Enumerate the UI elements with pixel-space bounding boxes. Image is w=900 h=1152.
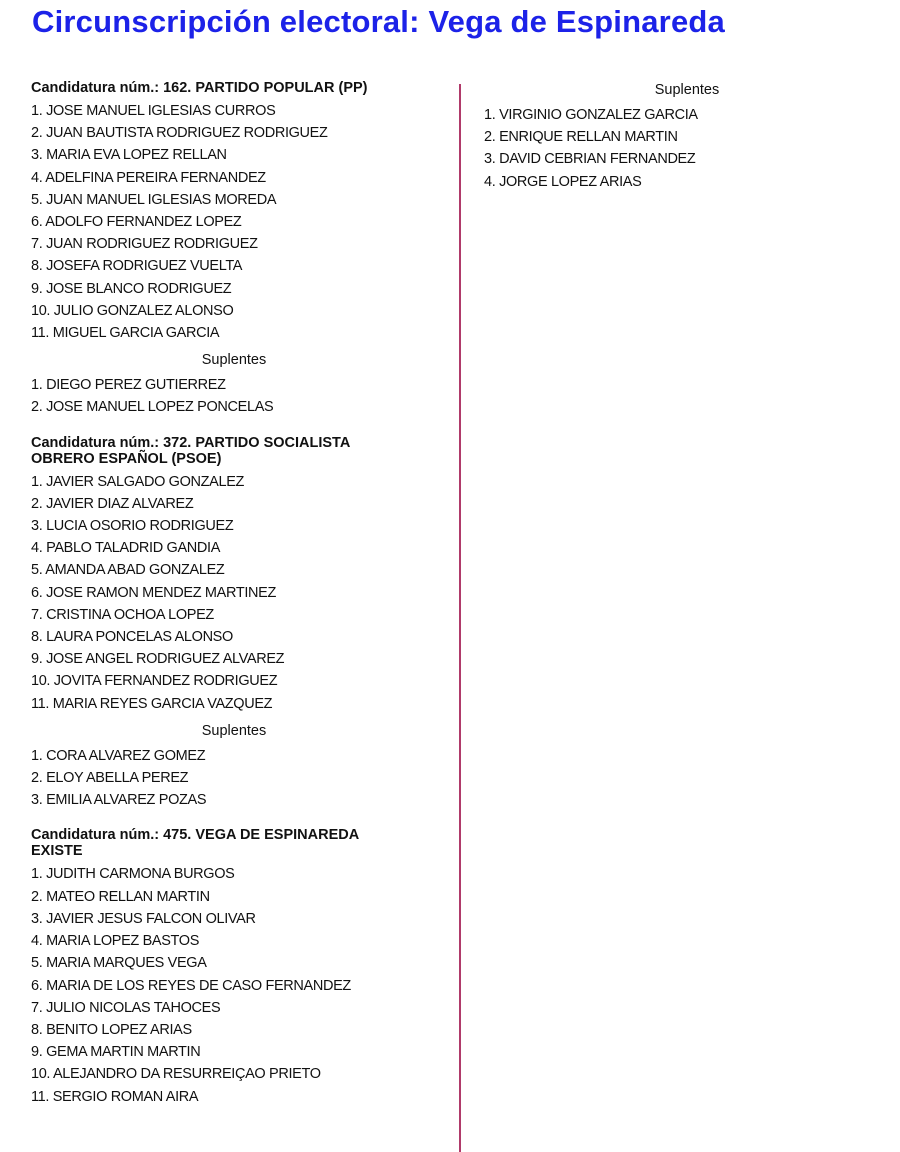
column-divider: [459, 84, 461, 1152]
suplentes-heading: Suplentes: [654, 82, 720, 98]
list-item: 1. JOSE MANUEL IGLESIAS CURROS: [31, 103, 276, 119]
list-item: 6. JOSE RAMON MENDEZ MARTINEZ: [31, 584, 276, 601]
list-item: 8. LAURA PONCELAS ALONSO: [31, 629, 233, 646]
list-item: 3. EMILIA ALVAREZ POZAS: [31, 792, 207, 809]
list-item: 11. MIGUEL GARCIA GARCIA: [31, 325, 220, 342]
list-item: 5. AMANDA ABAD GONZALEZ: [31, 562, 225, 579]
list-item: 2. JAVIER DIAZ ALVAREZ: [31, 495, 194, 512]
suplentes-list: [31, 374, 451, 418]
suplentes-list: [31, 745, 451, 812]
list-item: 1. JUDITH CARMONA BURGOS: [31, 866, 235, 883]
titulares-list: [31, 100, 451, 344]
list-item: 5. MARIA MARQUES VEGA: [31, 955, 207, 972]
list-item: 8. BENITO LOPEZ ARIAS: [31, 1021, 192, 1038]
candidatura-pp: [31, 80, 451, 419]
list-item: 9. JOSE BLANCO RODRIGUEZ: [31, 280, 232, 297]
list-item: 8. JOSEFA RODRIGUEZ VUELTA: [31, 258, 243, 275]
suplentes-list: [484, 104, 884, 193]
candidatura-header: [31, 435, 451, 467]
candidatura-vega-existe: [31, 827, 451, 1107]
list-item: 7. JUAN RODRIGUEZ RODRIGUEZ: [31, 236, 258, 253]
suplentes-heading: Suplentes: [201, 352, 267, 369]
list-item: 2. ELOY ABELLA PEREZ: [31, 770, 189, 787]
list-item: 7. CRISTINA OCHOA LOPEZ: [31, 606, 214, 623]
list-item: 2. MATEO RELLAN MARTIN: [31, 888, 210, 905]
suplentes-heading: Suplentes: [201, 722, 267, 739]
list-item: 4. ADELFINA PEREIRA FERNANDEZ: [31, 169, 266, 186]
list-item: 10. JULIO GONZALEZ ALONSO: [31, 302, 234, 319]
list-item: 6. ADOLFO FERNANDEZ LOPEZ: [31, 214, 242, 231]
list-item: 1. DIEGO PEREZ GUTIERREZ: [31, 377, 226, 394]
list-item: 2. ENRIQUE RELLAN MARTIN: [484, 129, 678, 146]
list-item: 2. JUAN BAUTISTA RODRIGUEZ RODRIGUEZ: [31, 125, 328, 142]
list-item: 1. JAVIER SALGADO GONZALEZ: [31, 473, 245, 490]
list-item: 9. GEMA MARTIN MARTIN: [31, 1044, 201, 1061]
list-item: 2. JOSE MANUEL LOPEZ PONCELAS: [31, 399, 274, 416]
list-item: 4. JORGE LOPEZ ARIAS: [484, 173, 642, 190]
list-item: 1. VIRGINIO GONZALEZ GARCIA: [484, 107, 698, 123]
list-item: 10. JOVITA FERNANDEZ RODRIGUEZ: [31, 673, 278, 690]
list-item: 5. JUAN MANUEL IGLESIAS MOREDA: [31, 191, 277, 208]
candidatura-header-line: EXISTE: [31, 843, 83, 860]
left-column: [31, 80, 451, 1124]
list-item: 4. PABLO TALADRID GANDIA: [31, 540, 221, 557]
page-title: Circunscripción electoral: Vega de Espinareda: [32, 4, 725, 39]
titulares-list: [31, 863, 451, 1107]
right-column: [484, 80, 884, 193]
list-item: 3. DAVID CEBRIAN FERNANDEZ: [484, 151, 696, 168]
titulares-list: [31, 471, 451, 715]
candidatura-header: Candidatura núm.: 162. PARTIDO POPULAR (PP): [31, 80, 368, 96]
list-item: 3. JAVIER JESUS FALCON OLIVAR: [31, 910, 256, 927]
candidatura-header-line: Candidatura núm.: 475. VEGA DE ESPINAREDA: [31, 827, 360, 844]
candidatura-header-line: Candidatura núm.: 372. PARTIDO SOCIALISTA: [31, 434, 351, 451]
list-item: 7. JULIO NICOLAS TAHOCES: [31, 999, 221, 1016]
list-item: 1. CORA ALVAREZ GOMEZ: [31, 747, 206, 764]
list-item: 11. SERGIO ROMAN AIRA: [31, 1088, 199, 1105]
list-item: 4. MARIA LOPEZ BASTOS: [31, 933, 200, 950]
candidatura-header-line: OBRERO ESPAÑOL (PSOE): [31, 450, 222, 467]
list-item: 10. ALEJANDRO DA RESURREIÇAO PRIETO: [31, 1066, 321, 1083]
list-item: 3. LUCIA OSORIO RODRIGUEZ: [31, 518, 234, 535]
list-item: 6. MARIA DE LOS REYES DE CASO FERNANDEZ: [31, 977, 351, 994]
candidatura-header: [31, 827, 451, 859]
list-item: 3. MARIA EVA LOPEZ RELLAN: [31, 147, 227, 164]
candidatura-psoe: [31, 435, 451, 812]
list-item: 9. JOSE ANGEL RODRIGUEZ ALVAREZ: [31, 651, 285, 668]
list-item: 11. MARIA REYES GARCIA VAZQUEZ: [31, 695, 273, 712]
